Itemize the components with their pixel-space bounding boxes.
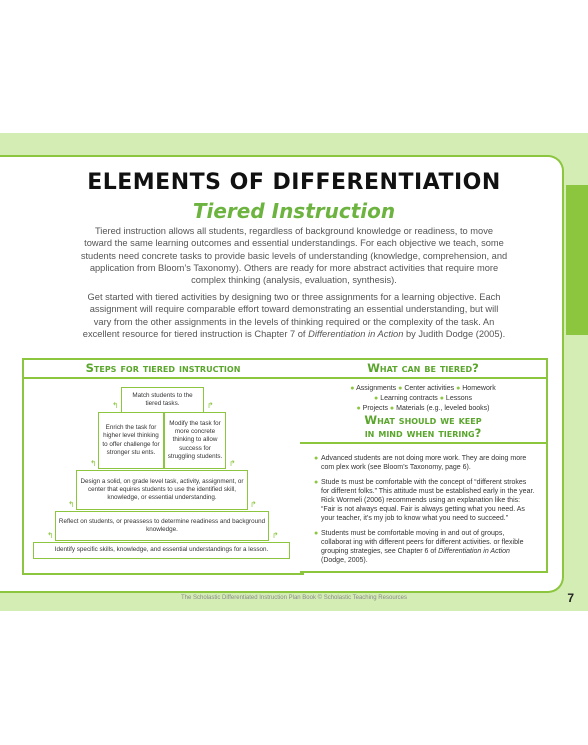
bullet-icon: ● — [456, 385, 461, 392]
arrow-icon: ↰ — [47, 531, 54, 540]
list-item — [314, 478, 536, 523]
keep-heading-line-1: What should we keep — [364, 413, 482, 427]
list-item: Lessons — [445, 395, 472, 402]
intro-p2-end: by Judith Dodge (2005). — [403, 328, 506, 339]
keep-item-text: Stude ts must be comfortable with the concept of “different strokes for different folks.” This attitude must be established early in the year. Rick Wormeli (2006) recommends using an explanation like this: “Fair is not always equal. Fair is always getting what you need. As your teacher, it’s my job to know what you need to succeed.” — [321, 479, 535, 522]
arrow-icon: ↱ — [229, 459, 236, 468]
list-item: Center activities — [404, 385, 455, 392]
arrow-icon: ↰ — [90, 459, 97, 468]
list-item: Homework — [462, 385, 496, 392]
bullet-icon: ● — [356, 405, 361, 412]
list-item: Assignments — [356, 385, 397, 392]
bullet-icon: ● — [314, 479, 319, 486]
arrow-icon: ↱ — [250, 500, 257, 509]
page-subtitle: Tiered Instruction — [192, 199, 396, 223]
bullet-icon: ● — [350, 385, 355, 392]
list-item: Learning contracts — [380, 395, 438, 402]
intro-p2-text: Get started with tiered activities by designing two or three assignments for a learning objective. Each assignment will require comparable effort toward demonstrating an essential understanding, but will vary from the other assignments in the levels of thinking required or the complexity of the task. An excellent resource for tiered instruction is Chapter 7 of — [82, 292, 501, 339]
keep-list — [314, 454, 536, 565]
tiered-heading: What can be tiered? — [300, 360, 546, 379]
step-enrich: Enrich the task for higher level thinking to offer challenge for stronger stu ents. — [98, 412, 164, 469]
list-item: Projects — [362, 405, 388, 412]
intro-paragraph-1: Tiered instruction allows all students, regardless of background knowledge or readiness, to move toward the same learning outcomes and essential understandings. For each objective we teach, some students need concrete tasks to provide basic levels of understanding (knowledge, comprehension, and application from Bloom’s Taxonomy). Others are ready for more abstract activities that require more complex thinking (analysis, evaluation, synthesis). — [80, 226, 508, 286]
book-title: Differentiation in Action — [308, 328, 404, 339]
page-number: 7 — [567, 591, 574, 605]
bullet-icon: ● — [439, 395, 444, 402]
step-design: Design a solid, on grade level task, activity, assignment, or center that equires students to use the identified skill, knowledge, or essential understanding. — [76, 470, 248, 510]
bullet-icon: ● — [314, 530, 319, 537]
steps-heading: Steps for tiered instruction — [24, 360, 302, 379]
keep-in-mind-box — [300, 412, 548, 573]
tiered-row-1 — [300, 384, 546, 394]
arrow-icon: ↰ — [68, 500, 75, 509]
arrow-icon: ↱ — [272, 531, 279, 540]
tiered-row-2 — [300, 394, 546, 404]
keep-item-text: Students must be comfortable moving in and out of groups, collaborat ing with different peers for different activities. or flexible grouping strategies, see Chapter 6 of — [321, 530, 524, 555]
keep-item-text-end: (Dodge, 2005). — [321, 557, 368, 564]
list-item — [314, 529, 536, 565]
bullet-icon: ● — [374, 395, 379, 402]
bullet-icon: ● — [314, 455, 319, 462]
list-item — [314, 454, 536, 472]
step-reflect: Reflect on students, or preassess to determine readiness and background knowledge. — [55, 511, 269, 541]
intro-paragraph-2 — [80, 291, 508, 340]
step-modify: Modify the task for more concrete thinking to allow success for struggling students. — [164, 412, 226, 469]
arrow-icon: ↱ — [207, 401, 214, 410]
bullet-icon: ● — [389, 405, 395, 412]
list-item: Materials (e.g., leveled books) — [396, 405, 490, 412]
step-match: Match students to the tiered tasks. — [121, 387, 204, 413]
step-identify: Identify specific skills, knowledge, and essential understandings for a lesson. — [33, 542, 290, 559]
book-title: Differentiation in Action — [438, 548, 510, 555]
arrow-icon: ↰ — [112, 401, 119, 410]
tiered-list — [300, 384, 546, 414]
keep-heading-line-2: in mind when tiering? — [364, 426, 482, 440]
tiered-box — [300, 358, 548, 417]
page-title: ELEMENTS OF DIFFERENTIATION — [87, 170, 501, 195]
bullet-icon: ● — [398, 385, 403, 392]
keep-item-text: Advanced students are not doing more work. They are doing more com plex work (see Bloom’s Taxonomy, page 6). — [321, 455, 527, 471]
footer-credit: The Scholastic Differentiated Instruction Plan Book © Scholastic Teaching Resources — [181, 595, 407, 601]
keep-heading — [300, 412, 546, 444]
